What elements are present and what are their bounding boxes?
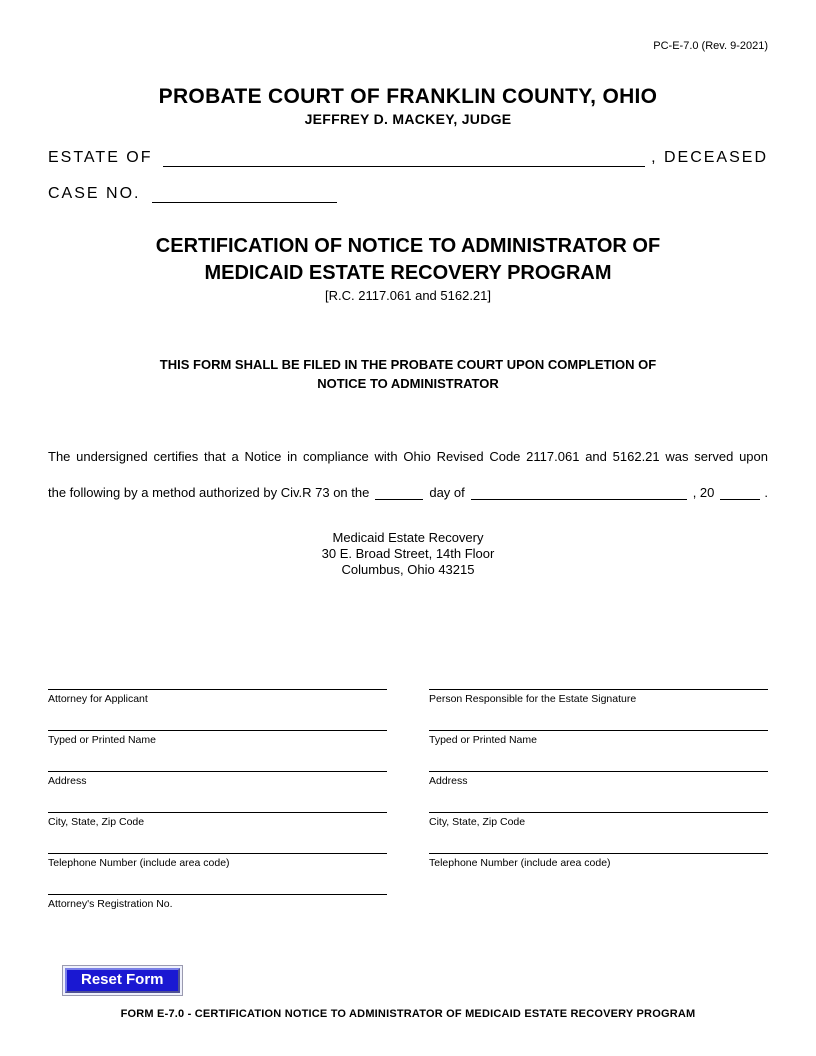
month-field[interactable] — [471, 484, 687, 500]
sig-label: Address — [429, 775, 468, 787]
form-title-line2: MEDICAID ESTATE RECOVERY PROGRAM — [204, 262, 612, 284]
filing-notice-line1: THIS FORM SHALL BE FILED IN THE PROBATE COURT UPON COMPLETION OF — [159, 357, 657, 372]
estate-of-row — [48, 147, 768, 167]
year-field[interactable] — [720, 484, 760, 500]
filing-notice-line2: NOTICE TO ADMINISTRATOR — [317, 376, 499, 391]
recipient-name: Medicaid Estate Recovery — [332, 530, 484, 545]
responsible-typed-name-field[interactable] — [429, 730, 768, 731]
sig-row — [429, 689, 768, 705]
sig-row — [429, 771, 768, 787]
court-title: PROBATE COURT OF FRANKLIN COUNTY, OHIO — [158, 85, 658, 108]
sig-row — [429, 730, 768, 746]
case-no-label: CASE NO. — [48, 185, 141, 202]
responsible-telephone-field[interactable] — [429, 853, 768, 854]
responsible-address-field[interactable] — [429, 771, 768, 772]
attorney-address-field[interactable] — [48, 771, 387, 772]
sig-row — [48, 812, 387, 828]
sig-label: Telephone Number (include area code) — [48, 857, 230, 869]
sig-row — [48, 730, 387, 746]
day-field[interactable] — [375, 484, 423, 500]
attorney-typed-name-field[interactable] — [48, 730, 387, 731]
estate-of-field[interactable] — [163, 147, 646, 167]
sig-row — [48, 853, 387, 869]
sig-label: City, State, Zip Code — [48, 816, 145, 828]
certification-line1: The undersigned certifies that a Notice in compliance with Ohio Revised Code 2117.061 and 5162.21 was served upon — [48, 449, 768, 464]
case-number-row — [48, 183, 768, 203]
signature-section — [48, 689, 768, 935]
sentence-period: . — [764, 485, 768, 500]
sig-row — [429, 853, 768, 869]
sig-row — [429, 812, 768, 828]
certification-paragraph — [48, 449, 768, 500]
statute-reference: [R.C. 2117.061 and 5162.21] — [325, 288, 491, 303]
day-of-label: day of — [429, 485, 465, 500]
form-revision-number: PC-E-7.0 (Rev. 9-2021) — [653, 40, 768, 52]
form-title-line1: CERTIFICATION OF NOTICE TO ADMINISTRATOR OF — [155, 235, 661, 257]
attorney-for-applicant-field[interactable] — [48, 689, 387, 690]
sig-label: Address — [48, 775, 87, 787]
judge-name: JEFFREY D. MACKEY, JUDGE — [304, 111, 512, 127]
responsible-person-signature-column — [429, 689, 768, 935]
attorney-signature-column — [48, 689, 387, 935]
recipient-city: Columbus, Ohio 43215 — [341, 562, 475, 577]
case-no-field[interactable] — [152, 183, 337, 203]
sig-row — [48, 894, 387, 910]
responsible-person-signature-field[interactable] — [429, 689, 768, 690]
responsible-city-state-zip-field[interactable] — [429, 812, 768, 813]
deceased-label: , DECEASED — [651, 149, 768, 166]
form-footer-title: FORM E-7.0 - CERTIFICATION NOTICE TO ADMINISTRATOR OF MEDICAID ESTATE RECOVERY PROGRAM — [120, 1008, 696, 1020]
attorney-city-state-zip-field[interactable] — [48, 812, 387, 813]
certification-line2 — [48, 484, 768, 500]
recipient-address-block — [48, 530, 768, 578]
recipient-street: 30 E. Broad Street, 14th Floor — [321, 546, 495, 561]
sig-row — [48, 689, 387, 705]
sig-label: Person Responsible for the Estate Signature — [429, 693, 637, 705]
sig-row — [48, 771, 387, 787]
sig-label: Typed or Printed Name — [429, 734, 537, 746]
filing-notice — [48, 355, 768, 393]
sig-label: Attorney for Applicant — [48, 693, 148, 705]
reset-form-button-highlight — [62, 965, 183, 996]
certification-line2-text: the following by a method authorized by Civ.R 73 on the — [48, 485, 370, 500]
reset-form-button[interactable]: Reset Form — [65, 968, 180, 993]
sig-label: Typed or Printed Name — [48, 734, 156, 746]
attorney-registration-no-field[interactable] — [48, 894, 387, 895]
sig-label: City, State, Zip Code — [429, 816, 526, 828]
form-title — [48, 233, 768, 287]
sig-label: Telephone Number (include area code) — [429, 857, 611, 869]
year-prefix-label: , 20 — [692, 485, 715, 500]
estate-of-label: ESTATE OF — [48, 149, 153, 166]
attorney-telephone-field[interactable] — [48, 853, 387, 854]
sig-label: Attorney's Registration No. — [48, 898, 173, 910]
